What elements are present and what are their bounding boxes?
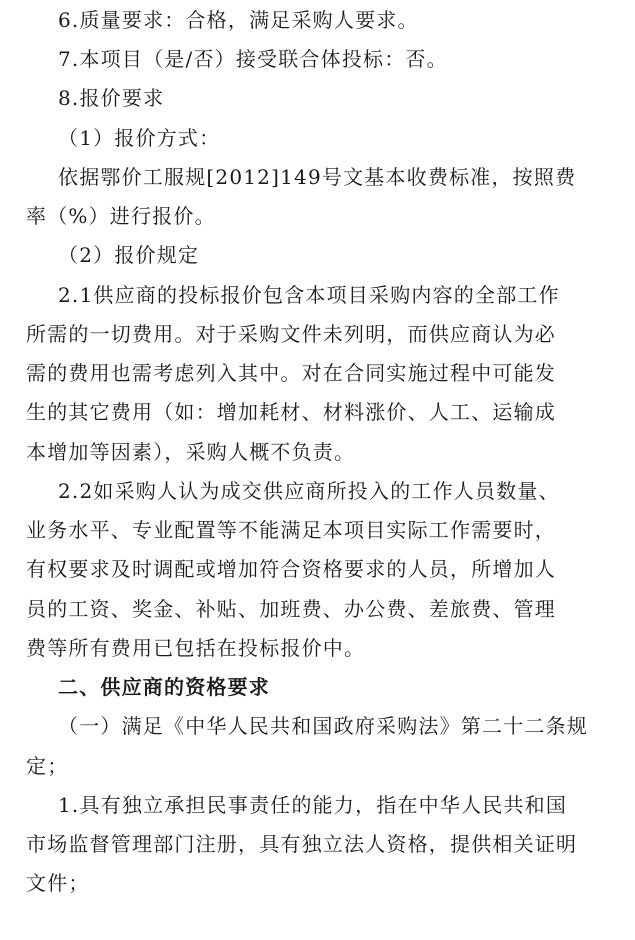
- quality-requirement-line: 6.质量要求：合格，满足采购人要求。: [58, 8, 419, 32]
- clause-2-2-line-2: 业务水平、专业配置等不能满足本项目实际工作需要时，: [26, 518, 556, 542]
- supplier-qualification-heading: 二、供应商的资格要求: [58, 675, 270, 699]
- quotation-rules-heading: （2）报价规定: [58, 243, 200, 267]
- joint-bid-line: 7.本项目（是/否）接受联合体投标：否。: [58, 47, 448, 71]
- clause-2-2-line-5: 费等所有费用已包括在投标报价中。: [26, 636, 366, 660]
- qualification-item-1-line-1: 1.具有独立承担民事责任的能力，指在中华人民共和国: [58, 793, 568, 817]
- quotation-basis-line-2: 率（%）进行报价。: [26, 204, 216, 228]
- procurement-law-line-2: 定；: [26, 754, 69, 778]
- clause-2-1-line-5: 本增加等因素），采购人概不负责。: [26, 440, 356, 464]
- clause-2-1-line-1: 2.1供应商的投标报价包含本项目采购内容的全部工作: [58, 283, 560, 307]
- clause-2-2-line-1: 2.2如采购人认为成交供应商所投入的工作人员数量、: [58, 479, 560, 503]
- quotation-requirement-heading: 8.报价要求: [58, 86, 165, 110]
- clause-2-1-line-4: 生的其它费用（如：增加耗材、材料涨价、人工、运输成: [26, 400, 556, 424]
- quotation-method-heading: （1）报价方式：: [58, 126, 221, 150]
- clause-2-1-line-2: 所需的一切费用。对于采购文件未列明，而供应商认为必: [26, 322, 556, 346]
- qualification-item-1-line-3: 文件；: [26, 871, 90, 895]
- clause-2-2-line-3: 有权要求及时调配或增加符合资格要求的人员，所增加人: [26, 557, 556, 581]
- qualification-item-1-line-2: 市场监督管理部门注册，具有独立法人资格，提供相关证明: [26, 832, 578, 856]
- procurement-law-line-1: （一）满足《中华人民共和国政府采购法》第二十二条规: [58, 714, 588, 738]
- clause-2-2-line-4: 员的工资、奖金、补贴、加班费、办公费、差旅费、管理: [26, 597, 556, 621]
- clause-2-1-line-3: 需的费用也需考虑列入其中。对在合同实施过程中可能发: [26, 361, 556, 385]
- quotation-basis-line-1: 依据鄂价工服规[2012]149号文基本收费标准，按照费: [58, 165, 577, 189]
